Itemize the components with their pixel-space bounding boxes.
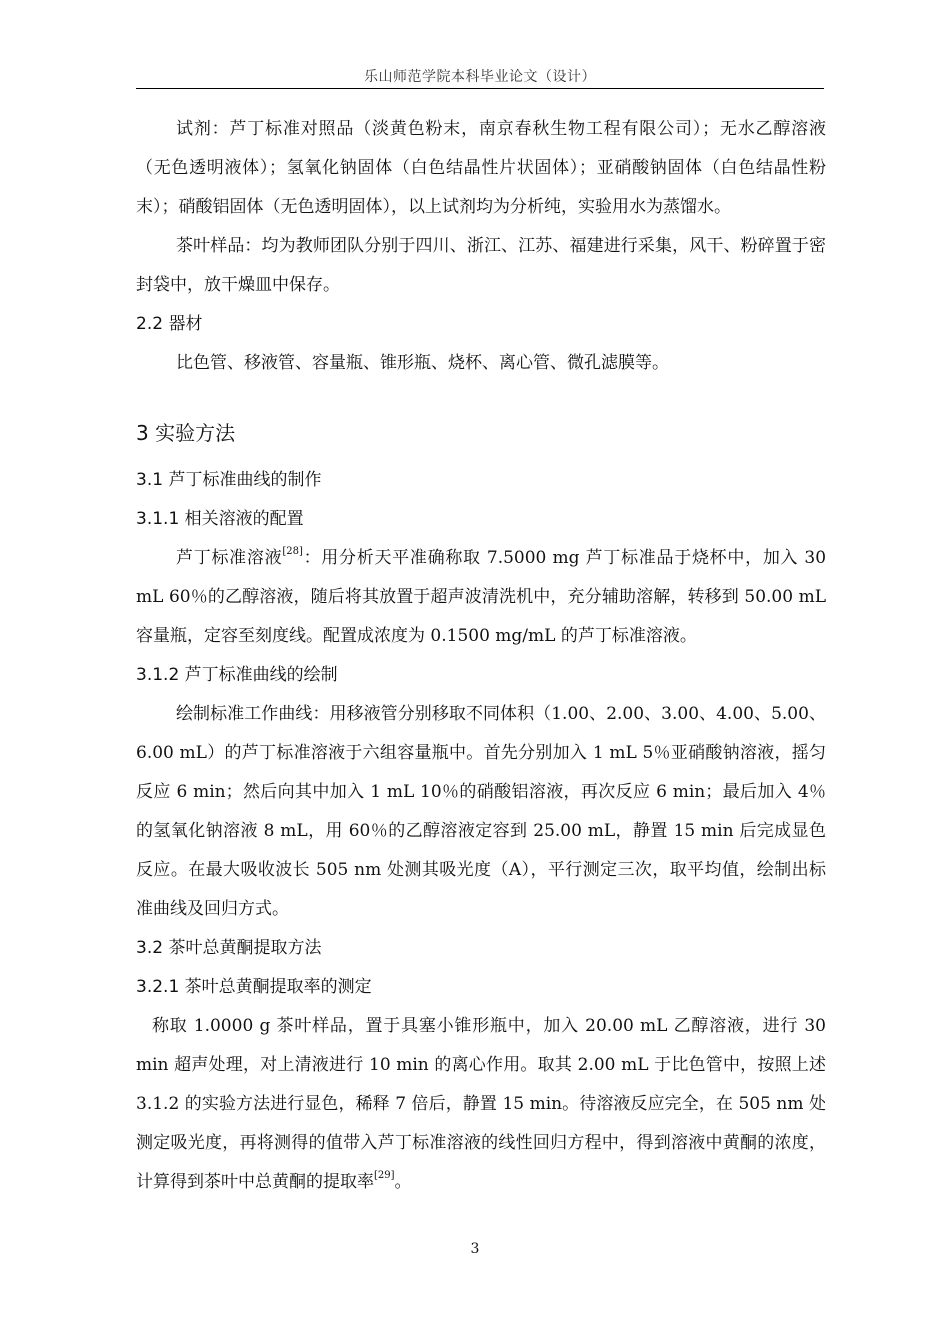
page-body: [136, 110, 826, 1202]
rutin-standard-text: ：用分析天平准确称取 7.5000 mg 芦丁标准品于烧杯中，加入 30 mL 60％的乙醇溶液，随后将其放置于超声波清洗机中，充分辅助溶解，转移到 50.00 mL 容量瓶，定容至刻度线。配置成浓度为 0.1500 mg/mL 的芦丁标准溶液。: [136, 548, 827, 646]
extraction-end: 。: [394, 1172, 412, 1192]
citation-29: [29]: [374, 1170, 395, 1182]
page-number: 3: [470, 1241, 480, 1257]
heading-3-2: 3.2 茶叶总黄酮提取方法: [136, 938, 322, 958]
heading-2-2-equipment: 2.2 器材: [136, 314, 203, 334]
rutin-standard-label: 芦丁标准溶液: [176, 548, 283, 568]
extraction-text: 称取 1.0000 g 茶叶样品，置于具塞小锥形瓶中，加入 20.00 mL 乙醇溶液，进行 30 min 超声处理，对上清液进行 10 min 的离心作用。取其 2.00 mL 于比色管中，按照上述 3.1.2 的实验方法进行显色，稀释 7 倍后，静置 15 min。待溶液反应完全，在 505 nm 处测定吸光度，再将测得的值带入芦丁标准溶液的线性回归方程中，得到溶液中黄酮的浓度，计算得到茶叶中总黄酮的提取率: [136, 1016, 826, 1192]
heading-3-2-1: 3.2.1 茶叶总黄酮提取率的测定: [136, 977, 372, 997]
paragraph-standard-curve: 绘制标准工作曲线：用移液管分别移取不同体积（1.00、2.00、3.00、4.00、5.00、6.00 mL）的芦丁标准溶液于六组容量瓶中。首先分别加入 1 mL 5％亚硝酸钠溶液，摇匀反应 6 min；然后向其中加入 1 mL 10％的硝酸铝溶液，再次反应 6 min；最后加入 4％的氢氧化钠溶液 8 mL，用 60％的乙醇溶液定容到 25.00 mL，静置 15 min 后完成显色反应。在最大吸收波长 505 nm 处测其吸光度（A），平行测定三次，取平均值，绘制出标准曲线及回归方式。: [136, 704, 826, 919]
heading-3-1-2: 3.1.2 芦丁标准曲线的绘制: [136, 665, 338, 685]
running-header: 乐山师范学院本科毕业论文（设计）: [364, 69, 596, 85]
paragraph-rutin-standard: [136, 539, 826, 656]
heading-3-1-1: 3.1.1 相关溶液的配置: [136, 509, 304, 529]
heading-3-1: 3.1 芦丁标准曲线的制作: [136, 470, 322, 490]
paragraph-tea-samples: 茶叶样品：均为教师团队分别于四川、浙江、江苏、福建进行采集，风干、粉碎置于密封袋中，放干燥皿中保存。: [136, 236, 826, 295]
paragraph-reagents: 试剂：芦丁标准对照品（淡黄色粉末，南京春秋生物工程有限公司）；无水乙醇溶液（无色透明液体）；氢氧化钠固体（白色结晶性片状固体）；亚硝酸钠固体（白色结晶性粉末）；硝酸铝固体（无色透明固体），以上试剂均为分析纯，实验用水为蒸馏水。: [136, 119, 826, 217]
paragraph-extraction-rate: [136, 1007, 826, 1202]
heading-3-methods: 3 实验方法: [136, 421, 236, 445]
header-rule: [136, 88, 824, 89]
paragraph-equipment: 比色管、移液管、容量瓶、锥形瓶、烧杯、离心管、微孔滤膜等。: [176, 353, 669, 373]
citation-28: [28]: [282, 546, 303, 558]
